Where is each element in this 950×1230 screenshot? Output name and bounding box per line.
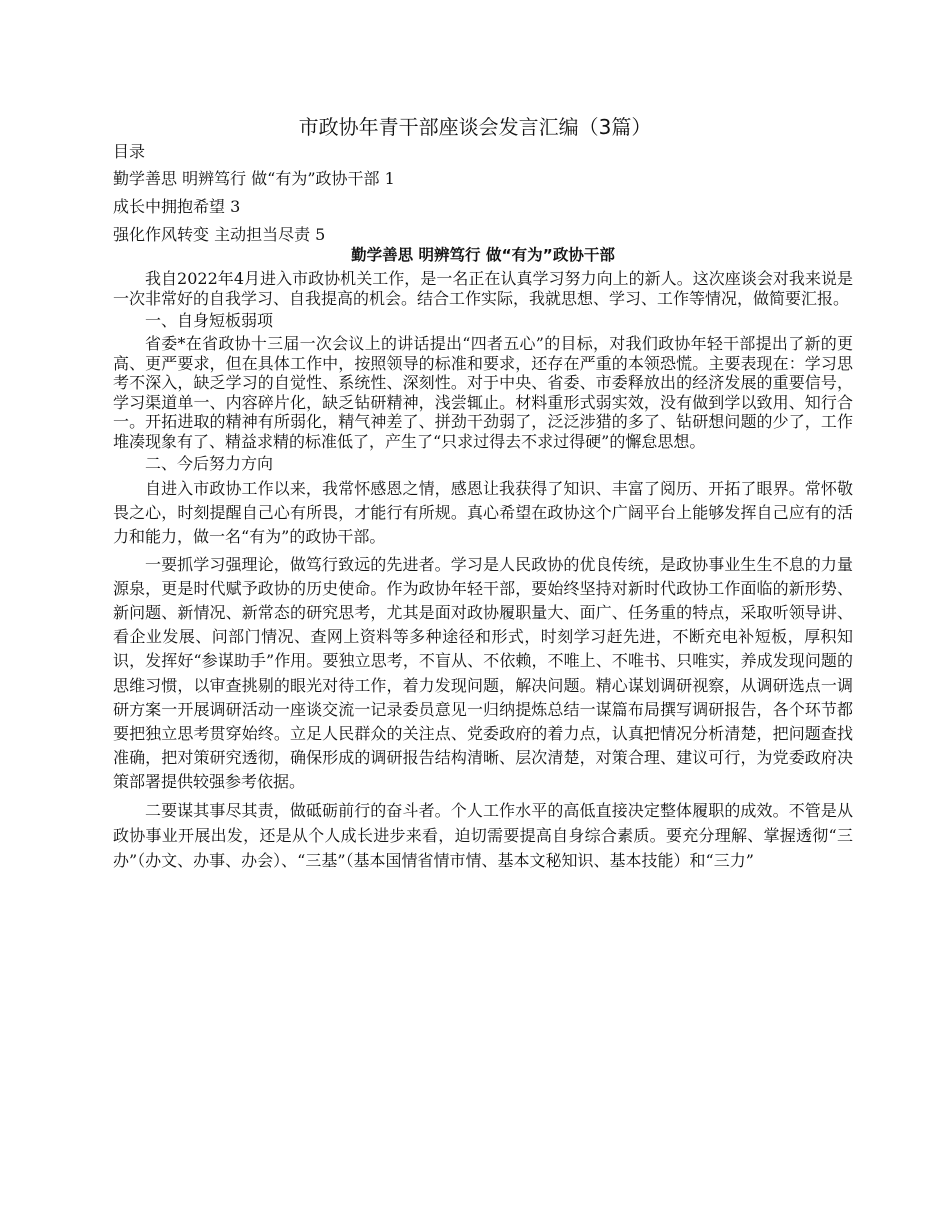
article-body — [113, 243, 853, 876]
intro-paragraph: 我自2022年4月进入市政协机关工作，是一名正在认真学习努力向上的新人。这次座谈会对我来说是一次非常好的自我学习、自我提高的机会。结合工作实际，我就思想、学习、工作等情况，做简要汇报。 — [113, 269, 853, 308]
responsibility-paragraph: 二要谋其事尽其责，做砥砺前行的奋斗者。个人工作水平的高低直接决定整体履职的成效。不管是从政协事业开展出发，还是从个人成长进步来看，迫切需要提高自身综合素质。要充分理解、掌握透彻“三办”（办文、办事、办会）、“三基”（基本国情省情市情、基本文秘知识、基本技能）和“三力” — [113, 800, 853, 870]
document-title: 市政协年青干部座谈会发言汇编（3篇） — [298, 115, 652, 139]
toc-heading: 目录 — [113, 142, 146, 161]
weaknesses-paragraph: 省委*在省政协十三届一次会议上的讲话提出“四者五心”的目标，对我们政协年轻干部提出了新的更高、更严要求，但在具体工作中，按照领导的标准和要求，还存在严重的本领恐慌。主要表现在：学习思考不深入，缺乏学习的自觉性、系统性、深刻性。对于中央、省委、市委释放出的经济发展的重要信号，学习渠道单一、内容碎片化，缺乏钻研精神，浅尝辄止。材料重形式弱实效，没有做到学以致用、知行合一。开拓进取的精神有所弱化，精气神差了、拼劲干劲弱了，泛泛涉猎的多了、钻研想问题的少了，工作堆凑现象有了、精益求精的标准低了，产生了“只求过得去不求过得硬”的懈怠思想。 — [113, 334, 853, 451]
direction-paragraph: 自进入市政协工作以来，我常怀感恩之情，感恩让我获得了知识、丰富了阅历、开拓了眼界。常怀敬畏之心，时刻提醒自己心有所畏，才能行有所规。真心希望在政协这个广阔平台上能够发挥自己应有的活力和能力，做一名“有为”的政协干部。 — [113, 479, 853, 547]
toc-entry[interactable]: 强化作风转变 主动担当尽责 5 — [113, 225, 326, 244]
study-theory-paragraph: 一要抓学习强理论，做笃行致远的先进者。学习是人民政协的优良传统，是政协事业生生不息的力量源泉，更是时代赋予政协的历史使命。作为政协年轻干部，要始终坚持对新时代政协工作面临的新形势、新问题、新情况、新常态的研究思考，尤其是面对政协履职量大、面广、任务重的特点，采取听领导讲、看企业发展、问部门情况、查网上资料等多种途径和形式，时刻学习赶先进，不断充电补短板，厚积知识，发挥好“参谋助手”作用。要独立思考，不盲从、不依赖，不唯上、不唯书、只唯实，养成发现问题的思维习惯，以审查挑剔的眼光对待工作，着力发现问题，解决问题。精心谋划调研视察，从调研选点一调研方案一开展调研活动一座谈交流一记录委员意见一归纳提炼总结一谋篇布局撰写调研报告，各个环节都要把独立思考贯穿始终。立足人民群众的关注点、党委政府的着力点，认真把情况分析清楚，把问题查找准确，把对策研究透彻，确保形成的调研报告结构清晰、层次清楚，对策合理、建议可行，为党委政府决策部署提供较强参考依据。 — [113, 554, 853, 792]
toc-entry[interactable]: 成长中拥抱希望 3 — [113, 197, 241, 216]
section-heading-weaknesses: 一、自身短板弱项 — [145, 311, 274, 330]
section-heading-direction: 二、今后努力方向 — [145, 454, 274, 473]
table-of-contents — [113, 141, 853, 251]
toc-entry[interactable]: 勤学善思 明辨笃行 做“有为”政协干部 1 — [113, 169, 395, 188]
article-title: 勤学善思 明辨笃行 做“有为”政协干部 — [351, 246, 615, 264]
